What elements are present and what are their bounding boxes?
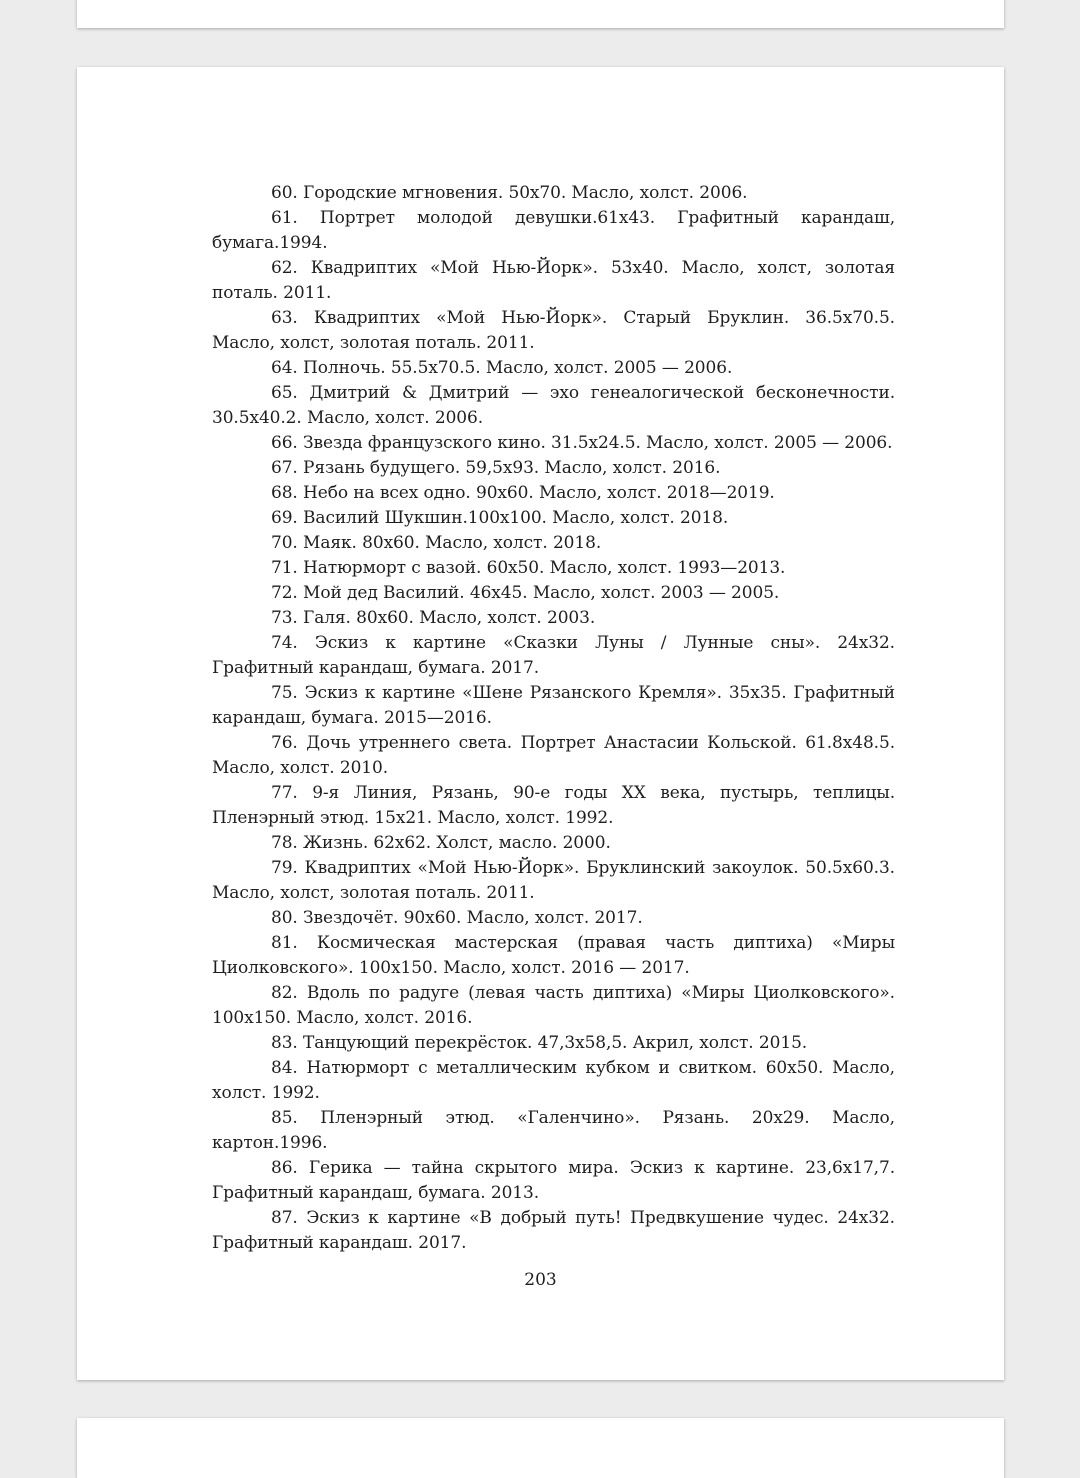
catalog-entry-85: 85. Пленэрный этюд. «Галенчино». Рязань. 20х29. Масло, картон.1996. xyxy=(212,1108,895,1153)
catalog-entry-79: 79. Квадриптих «Мой Нью-Йорк». Бруклинский закоулок. 50.5х60.3. Масло, холст, золотая поталь. 2011. xyxy=(212,858,895,903)
catalog-entry-70: 70. Маяк. 80х60. Масло, холст. 2018. xyxy=(271,533,602,553)
document-page xyxy=(77,67,1004,1380)
catalog-entry-80: 80. Звездочёт. 90х60. Масло, холст. 2017. xyxy=(271,908,643,928)
catalog-entry-81: 81. Космическая мастерская (правая часть диптиха) «Миры Циолковского». 100х150. Масло, холст. 2016 — 2017. xyxy=(212,933,895,978)
catalog-entry-87: 87. Эскиз к картине «В добрый путь! Предвкушение чудес. 24х32. Графитный карандаш. 2017. xyxy=(212,1208,895,1253)
catalog-list xyxy=(212,181,895,1256)
catalog-entry-82: 82. Вдоль по радуге (левая часть диптиха) «Миры Циолковского». 100х150. Масло, холст. 2016. xyxy=(212,983,895,1028)
catalog-entry-62: 62. Квадриптих «Мой Нью-Йорк». 53х40. Масло, холст, золотая поталь. 2011. xyxy=(212,258,895,303)
previous-page xyxy=(77,0,1004,28)
catalog-entry-74: 74. Эскиз к картине «Сказки Луны / Лунные сны». 24х32. Графитный карандаш, бумага. 2017. xyxy=(212,633,895,678)
catalog-entry-73: 73. Галя. 80х60. Масло, холст. 2003. xyxy=(271,608,596,628)
catalog-entry-69: 69. Василий Шукшин.100х100. Масло, холст. 2018. xyxy=(271,508,729,528)
catalog-entry-75: 75. Эскиз к картине «Шене Рязанского Кремля». 35х35. Графитный карандаш, бумага. 2015—2016. xyxy=(212,683,895,728)
catalog-entry-67: 67. Рязань будущего. 59,5х93. Масло, холст. 2016. xyxy=(271,458,721,478)
catalog-entry-72: 72. Мой дед Василий. 46х45. Масло, холст. 2003 — 2005. xyxy=(271,583,780,603)
catalog-entry-65: 65. Дмитрий & Дмитрий — эхо генеалогической бесконечности. 30.5х40.2. Масло, холст. 2006. xyxy=(212,383,895,428)
catalog-entry-61: 61. Портрет молодой девушки.61х43. Графитный карандаш, бумага.1994. xyxy=(212,208,895,253)
catalog-entry-76: 76. Дочь утреннего света. Портрет Анастасии Кольской. 61.8х48.5. Масло, холст. 2010. xyxy=(212,733,895,778)
catalog-entry-66: 66. Звезда французского кино. 31.5х24.5. Масло, холст. 2005 — 2006. xyxy=(271,433,893,453)
catalog-entry-86: 86. Герика — тайна скрытого мира. Эскиз к картине. 23,6х17,7. Графитный карандаш, бумага. 2013. xyxy=(212,1158,895,1203)
catalog-entry-68: 68. Небо на всех одно. 90х60. Масло, холст. 2018—2019. xyxy=(271,483,775,503)
page-number: 203 xyxy=(524,1270,557,1290)
catalog-entry-83: 83. Танцующий перекрёсток. 47,3х58,5. Акрил, холст. 2015. xyxy=(271,1033,808,1053)
catalog-entry-63: 63. Квадриптих «Мой Нью-Йорк». Старый Бруклин. 36.5х70.5. Масло, холст, золотая поталь. 2011. xyxy=(212,308,895,353)
next-page xyxy=(77,1418,1004,1478)
catalog-entry-71: 71. Натюрморт с вазой. 60х50. Масло, холст. 1993—2013. xyxy=(271,558,786,578)
catalog-entry-60: 60. Городские мгновения. 50х70. Масло, холст. 2006. xyxy=(271,183,748,203)
catalog-entry-84: 84. Натюрморт с металлическим кубком и свитком. 60х50. Масло, холст. 1992. xyxy=(212,1058,895,1103)
catalog-entry-77: 77. 9-я Линия, Рязань, 90-е годы ХХ века, пустырь, теплицы. Пленэрный этюд. 15х21. Масло, холст. 1992. xyxy=(212,783,895,828)
catalog-entry-78: 78. Жизнь. 62х62. Холст, масло. 2000. xyxy=(271,833,611,853)
catalog-entry-64: 64. Полночь. 55.5х70.5. Масло, холст. 2005 — 2006. xyxy=(271,358,733,378)
